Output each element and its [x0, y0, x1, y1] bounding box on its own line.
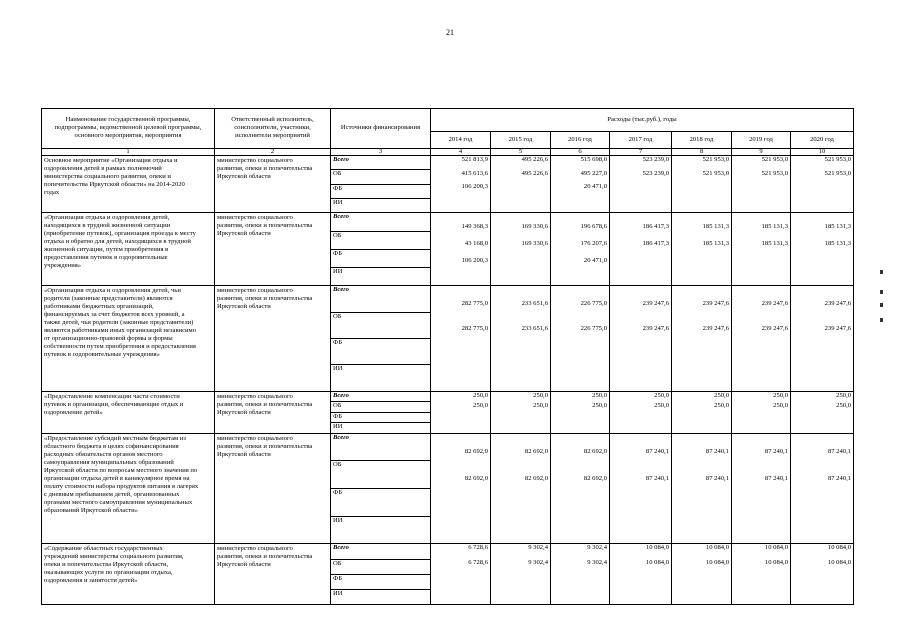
column-number: 6: [551, 148, 610, 155]
expense-value: 10 084,0: [645, 558, 669, 566]
expense-value: 239 247,6: [642, 325, 669, 333]
column-number: 10: [791, 148, 854, 155]
expense-value: 250,0: [533, 401, 548, 409]
measure-name: «Предоставление компенсации части стоимости путевок в организации, обеспечивающие отдых и оздоровление детей»: [44, 392, 184, 416]
funding-source: ФБ: [331, 250, 430, 268]
funding-source: ИИ: [333, 199, 343, 207]
funding-source: ФБ: [331, 413, 430, 424]
column-number: 9: [732, 148, 791, 155]
expense-value: 523 239,0: [642, 169, 669, 177]
expense-value: 87 240,1: [827, 448, 852, 456]
column-number: 3: [331, 148, 431, 155]
expense-value: 239 247,6: [824, 300, 852, 308]
expense-value: 169 330,6: [521, 222, 548, 230]
expense-value: 226 775,0: [580, 325, 607, 333]
expense-value: 9 302,4: [528, 558, 548, 566]
expense-value: 20 471,0: [583, 183, 607, 191]
expense-value: 233 651,6: [521, 325, 548, 333]
program-row: [42, 286, 854, 392]
executor: министерство социального развития, опеки и попечительства Иркутской области: [217, 287, 313, 311]
expense-value: 87 240,1: [645, 474, 669, 482]
expense-value: 521 953,0: [824, 156, 852, 164]
funding-source: ИИ: [333, 268, 343, 276]
funding-source: Всего: [331, 156, 430, 170]
expense-value: 185 131,3: [702, 240, 729, 248]
expense-value: 250,0: [773, 391, 788, 399]
funding-source: ОБ: [331, 461, 430, 489]
expense-value: 185 131,3: [824, 240, 852, 248]
measure-name: «Предоставление субсидий местным бюджетам из областного бюджета в целях софинансирования расходных обязательств органов местного самоуправления муниципальных образований Иркутской области по вопросам местного значения по организации отдыха детей в каникулярное время на оплату стоимости набора продуктов питания в лагерях с дневным пребыванием детей, организованных органами местного самоуправления муниципальных образований Иркутской области»: [44, 434, 199, 514]
expense-value: 82 692,0: [524, 448, 548, 456]
expense-value: 250,0: [654, 391, 669, 399]
expense-value: 239 247,6: [824, 325, 852, 333]
expense-value: 87 240,1: [827, 474, 852, 482]
expense-value: 521 953,0: [761, 169, 788, 177]
expense-value: 196 678,6: [580, 222, 607, 230]
column-number: 2: [215, 148, 331, 155]
header-year: 2015 год: [491, 131, 551, 148]
funding-source: ОБ: [331, 560, 430, 575]
executor: министерство социального развития, опеки и попечительства Иркутской области: [217, 157, 313, 181]
expense-value: 239 247,6: [642, 300, 669, 308]
funding-source: ФБ: [331, 339, 430, 365]
header-year: 2017 год: [610, 131, 672, 148]
expense-value: 495 227,0: [580, 169, 607, 177]
expense-value: 106 200,3: [461, 183, 488, 191]
expense-value: 186 417,3: [642, 240, 669, 248]
expense-value: 9 302,4: [528, 544, 548, 552]
expense-value: 87 240,1: [705, 474, 729, 482]
expense-value: 250,0: [714, 391, 729, 399]
expense-value: 523 239,0: [642, 156, 669, 164]
expense-value: 10 084,0: [764, 544, 788, 552]
executor: министерство социального развития, опеки и попечительства Иркутской области: [217, 214, 313, 238]
header-year: 2019 год: [732, 131, 791, 148]
expense-value: 521 953,0: [761, 156, 788, 164]
program-row: [42, 391, 854, 433]
program-row: [42, 544, 854, 605]
expense-value: 176 207,6: [580, 240, 607, 248]
column-number: 5: [491, 148, 551, 155]
expense-value: 185 131,3: [824, 222, 852, 230]
funding-source: ОБ: [331, 313, 430, 339]
expense-value: 6 728,6: [468, 558, 488, 566]
expense-value: 239 247,6: [761, 300, 788, 308]
expense-value: 87 240,1: [645, 448, 669, 456]
funding-source: Всего: [331, 434, 430, 462]
header-year: 2020 год: [791, 131, 854, 148]
expense-value: 250,0: [473, 401, 488, 409]
funding-source: ИИ: [333, 423, 343, 431]
funding-source: ФБ: [331, 185, 430, 199]
expense-value: 250,0: [714, 401, 729, 409]
expense-value: 495 226,6: [521, 169, 548, 177]
expense-value: 9 302,4: [587, 558, 607, 566]
funding-source: Всего: [331, 213, 430, 231]
expense-value: 521 953,0: [702, 169, 729, 177]
column-number: 7: [610, 148, 672, 155]
expense-value: 495 226,6: [521, 156, 548, 164]
expense-value: 10 084,0: [705, 558, 729, 566]
header-expenses: Расходы (тыс.руб.), годы: [431, 109, 854, 132]
expense-value: 250,0: [533, 391, 548, 399]
expense-value: 87 240,1: [705, 448, 729, 456]
expense-value: 87 240,1: [764, 474, 788, 482]
page-number: 21: [446, 28, 454, 37]
expense-value: 250,0: [592, 401, 607, 409]
expense-value: 250,0: [654, 401, 669, 409]
funding-source: ИИ: [333, 516, 343, 524]
program-row: [42, 213, 854, 286]
program-row: [42, 156, 854, 213]
expense-value: 87 240,1: [764, 448, 788, 456]
expense-value: 10 084,0: [827, 544, 852, 552]
measure-name: Основное мероприятие «Организация отдыха и оздоровления детей в рамках полномочий министерства социального развития, опеки и попечительства Иркутской области» на 2014-2020 годах: [44, 157, 185, 197]
expense-value: 106 200,3: [461, 257, 488, 265]
expense-value: 82 692,0: [464, 474, 488, 482]
expense-value: 185 131,3: [761, 222, 788, 230]
program-table: [41, 108, 854, 605]
expense-value: 185 131,3: [702, 222, 729, 230]
expense-value: 282 775,0: [461, 325, 488, 333]
expense-value: 82 692,0: [583, 474, 607, 482]
measure-name: «Организация отдыха и оздоровления детей, чьи родители (законные представители) являются работниками бюджетных организаций, финансируемых за счет бюджетов всех уровней, а также детей, чьи родители (законные представители) являются работниками иных организаций независимо от организационно-правовой формы и формы собственности путем приобретения и предоставления путевок в оздоровительные учреждения»: [44, 287, 197, 359]
measure-name: «Содержание областных государственных учреждений министерства социального развития, опеки и попечительства Иркутской области, оказывающих услуги по организации отдыха, оздоровления и занятости детей»: [44, 545, 184, 585]
expense-value: 43 168,0: [464, 240, 488, 248]
expense-value: 82 692,0: [583, 448, 607, 456]
expense-value: 149 368,3: [461, 222, 488, 230]
executor: министерство социального развития, опеки и попечительства Иркутской области: [217, 545, 313, 569]
expense-value: 515 698,0: [580, 156, 607, 164]
expense-value: 9 302,4: [587, 544, 607, 552]
funding-source: ФБ: [331, 489, 430, 517]
expense-value: 415 613,6: [461, 169, 488, 177]
funding-source: ОБ: [331, 402, 430, 413]
expense-value: 233 651,6: [521, 300, 548, 308]
expense-value: 10 084,0: [645, 544, 669, 552]
expense-value: 250,0: [773, 401, 788, 409]
expense-value: 169 330,6: [521, 240, 548, 248]
expense-value: 521 813,9: [461, 156, 488, 164]
column-number: 4: [431, 148, 491, 155]
funding-source: Всего: [331, 544, 430, 559]
expense-value: 10 084,0: [827, 558, 852, 566]
column-number: 1: [42, 148, 215, 155]
expense-value: 239 247,6: [702, 325, 729, 333]
expense-value: 226 775,0: [580, 300, 607, 308]
header-executor: Ответственный исполнитель, соисполнители, участники, исполнители мероприятий: [215, 109, 331, 149]
expense-value: 10 084,0: [764, 558, 788, 566]
executor: министерство социального развития, опеки и попечительства Иркутской области: [217, 434, 313, 458]
header-year: 2016 год: [551, 131, 610, 148]
expense-value: 6 728,6: [468, 544, 488, 552]
executor: министерство социального развития, опеки и попечительства Иркутской области: [217, 392, 313, 416]
header-year: 2014 год: [431, 131, 491, 148]
program-row: [42, 433, 854, 544]
funding-source: ОБ: [331, 170, 430, 184]
expense-value: 186 417,3: [642, 222, 669, 230]
expense-value: 250,0: [836, 391, 852, 399]
header-sources: Источники финансирования: [331, 109, 431, 149]
funding-source: ОБ: [331, 232, 430, 250]
expense-value: 250,0: [836, 401, 852, 409]
expense-value: 82 692,0: [464, 448, 488, 456]
funding-source: Всего: [331, 286, 430, 312]
column-number: 8: [672, 148, 732, 155]
funding-source: ИИ: [333, 365, 343, 373]
funding-source: ИИ: [333, 589, 343, 597]
expense-value: 20 471,0: [583, 257, 607, 265]
expense-value: 10 084,0: [705, 544, 729, 552]
header-name: Наименование государственной программы, подпрограммы, ведомственной целевой программы, основного мероприятия, мероприятия: [42, 109, 215, 149]
expense-value: 239 247,6: [761, 325, 788, 333]
expense-value: 82 692,0: [524, 474, 548, 482]
expense-value: 239 247,6: [702, 300, 729, 308]
expense-value: 521 953,0: [824, 169, 852, 177]
expense-value: 185 131,3: [761, 240, 788, 248]
header-year: 2018 год: [672, 131, 732, 148]
expense-value: 250,0: [473, 391, 488, 399]
funding-source: Всего: [331, 392, 430, 403]
expense-value: 282 775,0: [461, 300, 488, 308]
expense-value: 521 953,0: [702, 156, 729, 164]
expense-value: 250,0: [592, 391, 607, 399]
funding-source: ФБ: [331, 575, 430, 590]
measure-name: «Организация отдыха и оздоровления детей, находящихся в трудной жизненной ситуации (приобретение путевок), организация проезда к месту отдыха и обратно для детей, находящихся в трудной жизненной ситуации, путем приобретения в предоставления путевок в оздоровительные учреждения»: [44, 214, 196, 270]
